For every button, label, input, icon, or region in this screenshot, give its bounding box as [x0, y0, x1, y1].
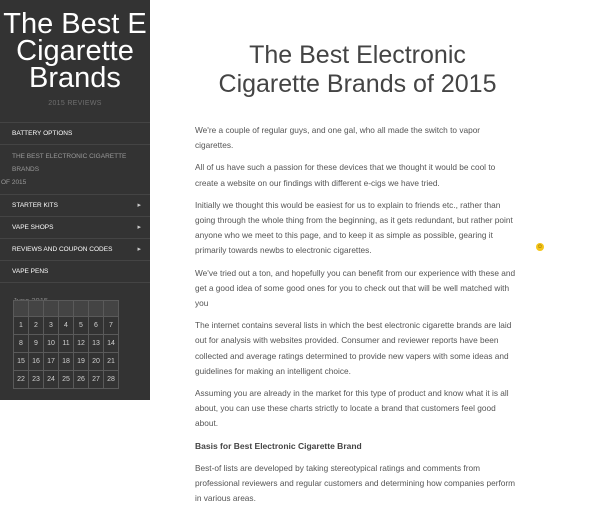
menu-item-vape-pens[interactable] — [0, 261, 150, 283]
menu-item-label: STARTER KITS — [12, 202, 58, 209]
post-paragraph: Best-of lists are developed by taking stereotypical ratings and comments from professional reviewers and regular customers and determining how companies perform in various areas. — [195, 462, 516, 504]
menu-item-starter-kits[interactable] — [0, 195, 150, 217]
post-body — [195, 123, 520, 506]
calendar-day-header — [104, 301, 119, 317]
calendar-week — [14, 317, 119, 335]
post-paragraph: We're a couple of regular guys, and one gal, who all made the switch to vapor cigarettes. — [195, 125, 481, 151]
calendar-day: 1 — [14, 317, 29, 335]
menu-item-label: VAPE PENS — [12, 268, 49, 275]
main-content — [195, 0, 520, 513]
calendar-day: 15 — [14, 353, 29, 371]
calendar-day: 13 — [89, 335, 104, 353]
calendar-day: 20 — [89, 353, 104, 371]
post-title: The Best Electronic Cigarette Brands of 2015 — [218, 41, 497, 98]
calendar-header-row — [14, 301, 119, 317]
calendar-day: 9 — [29, 335, 44, 353]
menu-item-label: THE BEST ELECTRONIC CIGARETTE BRANDS — [12, 153, 127, 173]
calendar-day: 28 — [104, 371, 119, 389]
calendar-day: 24 — [44, 371, 59, 389]
calendar-day: 12 — [74, 335, 89, 353]
calendar-week — [14, 371, 119, 389]
calendar-day: 19 — [74, 353, 89, 371]
calendar-day: 11 — [59, 335, 74, 353]
calendar-day-header — [14, 301, 29, 317]
chevron-right-icon: ▸ — [137, 202, 141, 209]
calendar-day: 18 — [59, 353, 74, 371]
calendar-day: 26 — [74, 371, 89, 389]
menu-item-vape-shops[interactable] — [0, 217, 150, 239]
main-menu — [0, 122, 150, 283]
calendar — [13, 300, 119, 389]
post-paragraph: All of us have such a passion for these devices that we thought it would be cool to create a website on our findings with different e-cigs we have tried. — [195, 162, 496, 188]
menu-item-label-continued: OF 2015 — [1, 179, 27, 186]
calendar-day: 17 — [44, 353, 59, 371]
calendar-day: 23 — [29, 371, 44, 389]
chevron-right-icon: ▸ — [137, 246, 141, 253]
calendar-day-header — [74, 301, 89, 317]
chevron-right-icon: ▸ — [137, 224, 141, 231]
calendar-day-header — [29, 301, 44, 317]
menu-item-best-brands[interactable] — [0, 145, 150, 195]
smiley-icon: ☺ — [536, 244, 544, 250]
calendar-day: 2 — [29, 317, 44, 335]
post-paragraph: Assuming you are already in the market for this type of product and know what it is all about, you can use these charts strictly to locate a brand that customers feel good about. — [195, 388, 509, 429]
calendar-day: 3 — [44, 317, 59, 335]
calendar-day: 27 — [89, 371, 104, 389]
section-heading: Basis for Best Electronic Cigarette Brand — [195, 440, 362, 451]
post-paragraph: The internet contains several lists in which the best electronic cigarette brands are laid out for analysis with websites provided. Consumer and reviewer reports have been collected and average ratings determined to provide new vapers with some ideas and guidelines for making an intelligent choice. — [195, 320, 512, 376]
calendar-day: 5 — [74, 317, 89, 335]
sidebar — [0, 0, 150, 400]
calendar-day: 6 — [89, 317, 104, 335]
menu-item-label: REVIEWS AND COUPON CODES — [12, 246, 113, 253]
calendar-week — [14, 335, 119, 353]
site-tagline: 2015 REVIEWS — [48, 100, 102, 107]
calendar-day: 21 — [104, 353, 119, 371]
menu-item-label: VAPE SHOPS — [12, 224, 54, 231]
menu-item-battery-options[interactable] — [0, 123, 150, 145]
calendar-day-header — [59, 301, 74, 317]
calendar-week — [14, 353, 119, 371]
calendar-day: 7 — [104, 317, 119, 335]
menu-item-reviews-and-coupon-codes[interactable] — [0, 239, 150, 261]
calendar-day: 22 — [14, 371, 29, 389]
menu-item-label: BATTERY OPTIONS — [12, 130, 73, 137]
calendar-day-header — [89, 301, 104, 317]
calendar-day: 8 — [14, 335, 29, 353]
site-title[interactable]: The Best E Cigarette Brands — [3, 8, 147, 94]
calendar-day: 16 — [29, 353, 44, 371]
calendar-day-header — [44, 301, 59, 317]
post-paragraph: Initially we thought this would be easiest for us to explain to friends etc., rather than going through the whole thing from the beginning, as it gets redundant, but rather point anyone who we meet to this page, and to keep it as simple as possible, gearing it primarily towards newbs to electronic cigarettes. — [195, 199, 513, 256]
calendar-day: 14 — [104, 335, 119, 353]
post-paragraph: We've tried out a ton, and hopefully you can benefit from our experience with these and get a good idea of some good ones for you to check out that will be well matched with you — [195, 267, 516, 309]
calendar-day: 25 — [59, 371, 74, 389]
calendar-day: 10 — [44, 335, 59, 353]
calendar-day: 4 — [59, 317, 74, 335]
